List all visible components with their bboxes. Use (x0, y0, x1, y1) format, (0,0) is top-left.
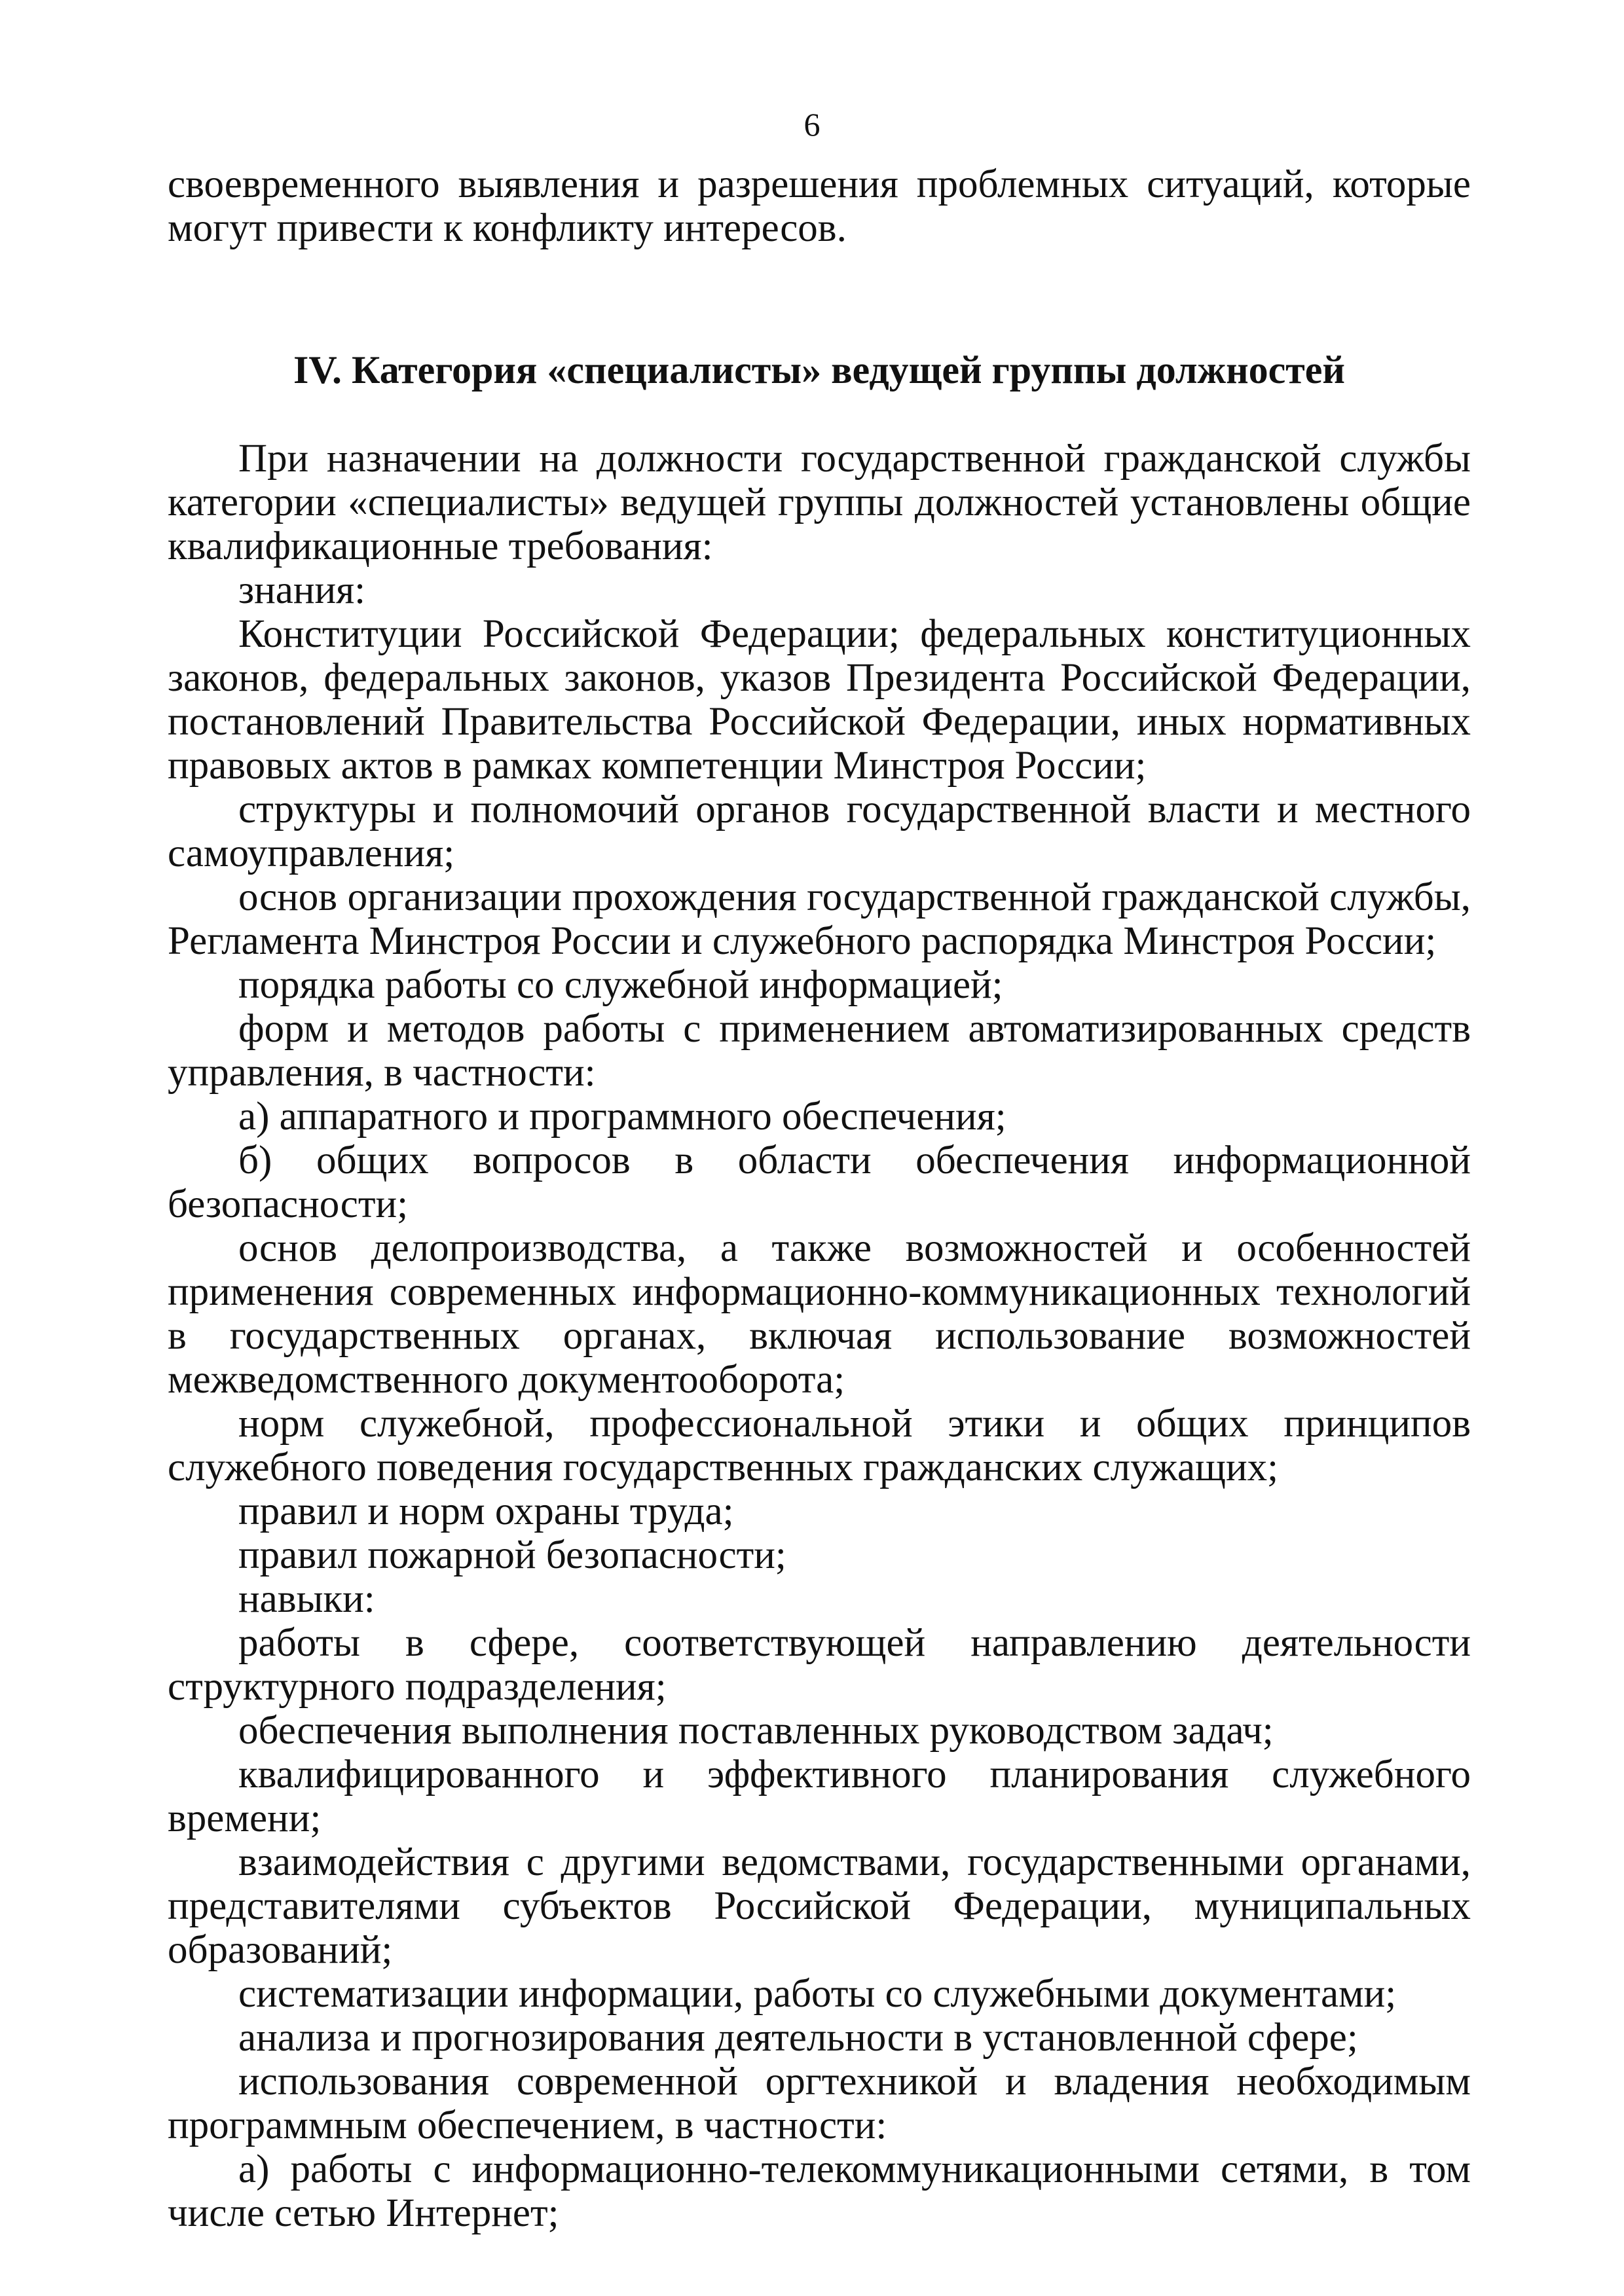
paragraph-ethics: норм служебной, профессиональной этики и общих принципов служебного поведения государственных гражданских служащих; (168, 1402, 1471, 1489)
spacer (168, 250, 1471, 348)
spacer (168, 392, 1471, 437)
paragraph-automation: форм и методов работы с применением автоматизированных средств управления, в частности: (168, 1007, 1471, 1095)
paragraph-constitution: Конституции Российской Федерации; федеральных конституционных законов, федеральных законов, указов Президента Российской Федерации, постановлений Правительства Российской Федерации, иных нормативных правовых актов в рамках компетенции Минстроя России; (168, 612, 1471, 788)
paragraph-field-work: работы в сфере, соответствующей направлению деятельности структурного подразделения; (168, 1621, 1471, 1709)
paragraph-skills-heading: навыки: (238, 1577, 375, 1621)
paragraph-service-basics: основ организации прохождения государственной гражданской службы, Регламента Минстроя России и служебного распорядка Минстроя России; (168, 875, 1471, 963)
paragraph-intro-requirements: При назначении на должности государственной гражданской службы категории «специалисты» ведущей группы должностей установлены общие квалификационные требования: (168, 437, 1471, 568)
page-number: 6 (803, 106, 821, 143)
paragraph-info-work: порядка работы со служебной информацией; (238, 963, 1003, 1007)
paragraph-hardware: а) аппаратного и программного обеспечения; (238, 1095, 1006, 1139)
paragraph-analysis: анализа и прогнозирования деятельности в установленной сфере; (238, 2016, 1358, 2060)
paragraph-structure: структуры и полномочий органов государственной власти и местного самоуправления; (168, 788, 1471, 875)
intro-paragraph: своевременного выявления и разрешения проблемных ситуаций, которые могут привести к конфликту интересов. (168, 162, 1471, 250)
paragraph-fire-safety: правил пожарной безопасности; (238, 1533, 786, 1577)
paragraph-office-equipment: использования современной оргтехникой и владения необходимым программным обеспечением, в частности: (168, 2060, 1471, 2147)
paragraph-tasks: обеспечения выполнения поставленных руководством задач; (238, 1709, 1274, 1753)
section-title: IV. Категория «специалисты» ведущей группы должностей (293, 348, 1345, 392)
paragraph-infosec: б) общих вопросов в области обеспечения информационной безопасности; (168, 1139, 1471, 1226)
paragraph-systematization: систематизации информации, работы со служебными документами; (238, 1972, 1397, 2016)
paragraph-records: основ делопроизводства, а также возможностей и особенностей применения современных информационно-коммуникационных технологий в государственных органах, включая использование возможностей межведомственного документооборота; (168, 1226, 1471, 1402)
paragraph-labor-safety: правил и норм охраны труда; (238, 1489, 734, 1533)
document-body (168, 162, 1471, 2235)
paragraph-knowledge-heading: знания: (238, 568, 366, 612)
paragraph-interaction: взаимодействия с другими ведомствами, государственными органами, представителями субъектов Российской Федерации, муниципальных образований; (168, 1840, 1471, 1972)
paragraph-networks: а) работы с информационно-телекоммуникационными сетями, в том числе сетью Интернет; (168, 2147, 1471, 2235)
paragraph-planning: квалифицированного и эффективного планирования служебного времени; (168, 1753, 1471, 1840)
